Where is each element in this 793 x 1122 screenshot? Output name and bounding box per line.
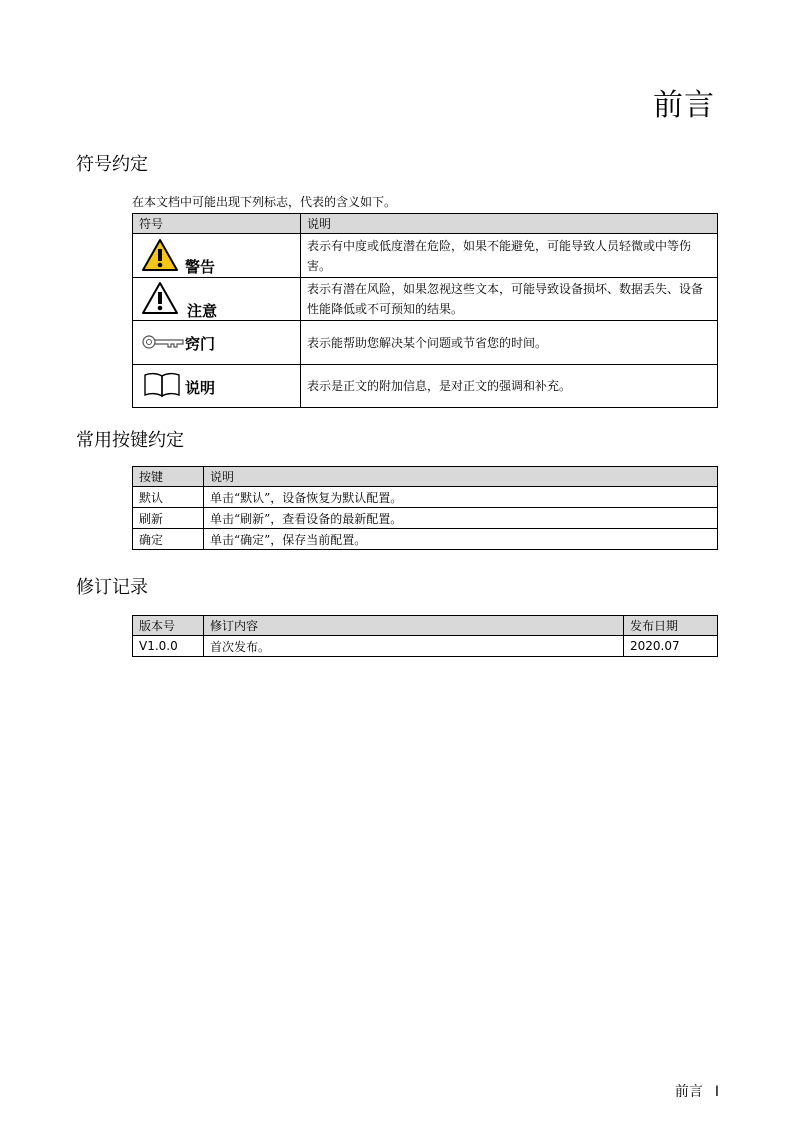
symbol-label-caution: 注意 <box>187 302 218 320</box>
table-row <box>133 365 718 408</box>
column-header-description: 说明 <box>301 214 718 234</box>
page-title: 前言 <box>653 88 715 123</box>
table-row <box>133 278 718 321</box>
column-header-version: 版本号 <box>133 616 204 636</box>
section-heading-keys: 常用按键约定 <box>76 430 184 451</box>
column-header-key: 按键 <box>133 467 204 487</box>
key-icon <box>141 333 185 351</box>
footer-label: 前言 <box>674 1084 703 1100</box>
symbol-description: 表示是正文的附加信息，是对正文的强调和补充。 <box>301 365 718 408</box>
table-row <box>133 508 718 529</box>
symbols-intro: 在本文档中可能出现下列标志，代表的含义如下。 <box>132 195 397 209</box>
symbol-description: 表示能帮助您解决某个问题或节省您的时间。 <box>301 321 718 365</box>
revisions-table <box>132 615 718 657</box>
key-name: 默认 <box>133 487 204 508</box>
symbol-description: 表示有潜在风险，如果忽视这些文本，可能导致设备损坏、数据丢失、设备性能降低或不可预知的结果。 <box>301 278 718 321</box>
caution-triangle-icon <box>141 281 179 315</box>
symbol-cell-tip <box>133 321 301 365</box>
key-name: 刷新 <box>133 508 204 529</box>
key-description: 单击“默认”，设备恢复为默认配置。 <box>204 487 718 508</box>
revision-date: 2020.07 <box>624 636 718 657</box>
column-header-content: 修订内容 <box>204 616 624 636</box>
keys-table <box>132 466 718 550</box>
section-heading-revisions: 修订记录 <box>76 577 148 598</box>
symbol-cell-note <box>133 365 301 408</box>
symbol-label-note: 说明 <box>185 379 216 397</box>
symbol-cell-warning <box>133 234 301 278</box>
column-header-symbol: 符号 <box>133 214 301 234</box>
section-heading-symbols: 符号约定 <box>76 154 148 175</box>
revision-content: 首次发布。 <box>204 636 624 657</box>
table-header-row <box>133 616 718 636</box>
column-header-description: 说明 <box>204 467 718 487</box>
revision-version: V1.0.0 <box>133 636 204 657</box>
table-row <box>133 636 718 657</box>
table-row <box>133 487 718 508</box>
column-header-date: 发布日期 <box>624 616 718 636</box>
table-header-row <box>133 214 718 234</box>
table-header-row <box>133 467 718 487</box>
table-row <box>133 234 718 278</box>
key-name: 确定 <box>133 529 204 550</box>
symbol-cell-caution <box>133 278 301 321</box>
book-icon <box>143 372 181 398</box>
symbol-label-tip: 窍门 <box>185 335 216 353</box>
key-description: 单击“确定”，保存当前配置。 <box>204 529 718 550</box>
table-row <box>133 321 718 365</box>
warning-triangle-icon <box>141 238 179 272</box>
symbol-description: 表示有中度或低度潜在危险，如果不能避免，可能导致人员轻微或中等伤害。 <box>301 234 718 278</box>
page-number: I <box>714 1084 719 1100</box>
table-row <box>133 529 718 550</box>
symbol-label-warning: 警告 <box>185 258 216 276</box>
key-description: 单击“刷新”，查看设备的最新配置。 <box>204 508 718 529</box>
symbols-table <box>132 213 718 408</box>
page-footer <box>675 1081 719 1101</box>
